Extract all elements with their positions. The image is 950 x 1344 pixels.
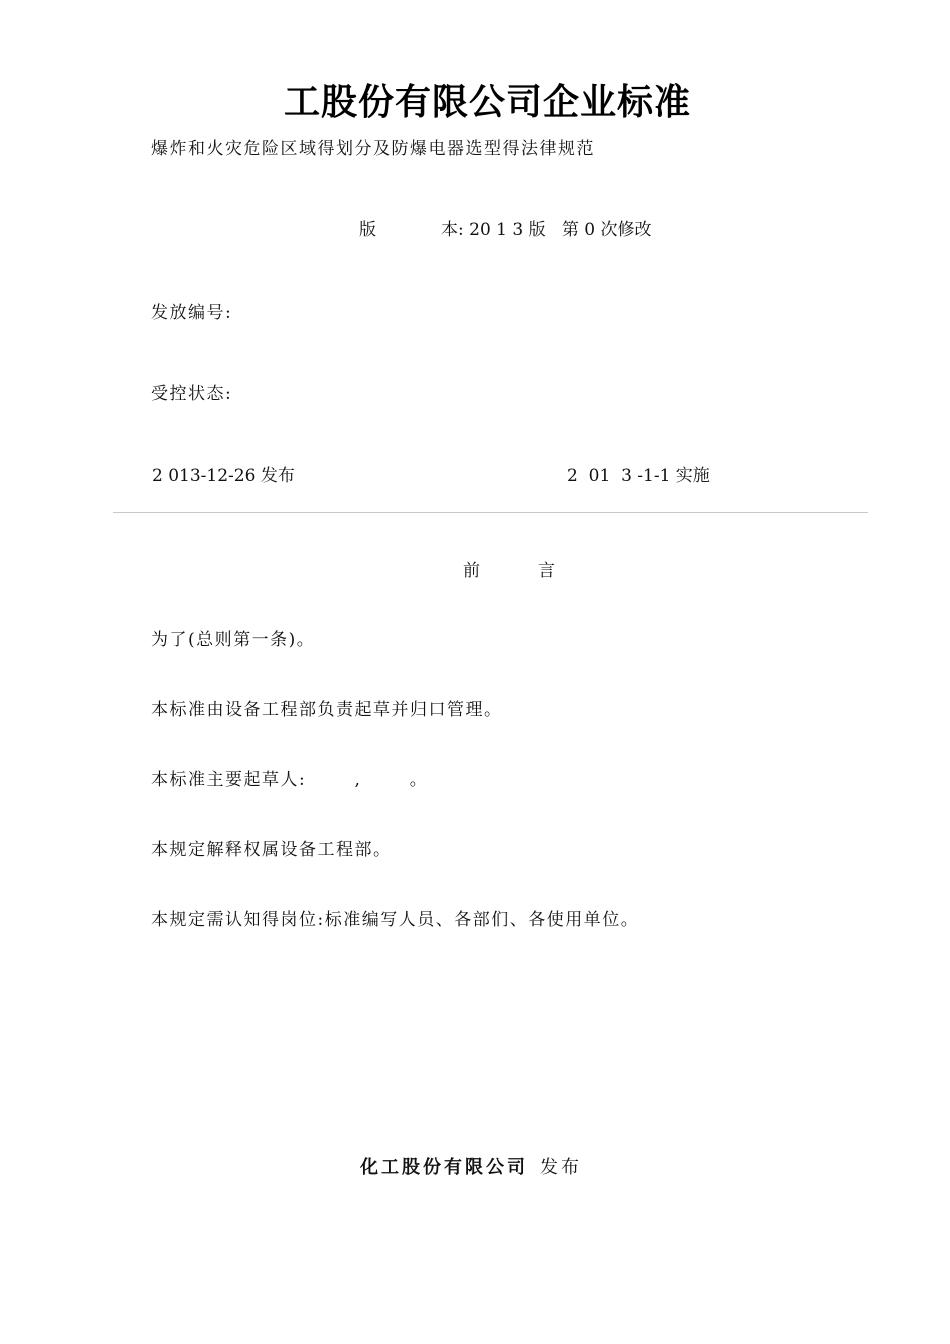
foreword-heading	[463, 556, 555, 581]
effective-date: 2 01 3 -1-1 实施	[567, 466, 710, 486]
control-status-label: 受控状态:	[151, 384, 233, 404]
foreword-paragraph: 本标准主要起草人: , 。	[151, 770, 429, 790]
foreword-paragraph: 本规定解释权属设备工程部。	[151, 840, 392, 860]
version-label-b: 本: 20 1 3 版 第 0 次修改	[441, 220, 652, 240]
publisher-line	[360, 1153, 582, 1179]
publisher-company: 化工股份有限公司	[360, 1157, 528, 1178]
publisher-action: 发布	[540, 1157, 582, 1178]
section-divider	[113, 512, 868, 513]
version-line	[359, 215, 651, 240]
foreword-paragraph: 本规定需认知得岗位:标准编写人员、各部们、各使用单位。	[151, 910, 640, 930]
foreword-heading-a: 前	[463, 561, 480, 581]
issue-number-label: 发放编号:	[151, 303, 233, 323]
version-label-a: 版	[359, 220, 376, 240]
foreword-heading-b: 言	[538, 561, 555, 581]
foreword-paragraph: 为了(总则第一条)。	[151, 630, 316, 650]
document-subtitle: 爆炸和火灾危险区域得划分及防爆电器选型得法律规范	[151, 139, 595, 159]
publish-date: 2 013-12-26 发布	[152, 466, 295, 486]
document-title: 工股份有限公司企业标准	[283, 82, 691, 123]
foreword-paragraph: 本标准由设备工程部负责起草并归口管理。	[151, 700, 503, 720]
